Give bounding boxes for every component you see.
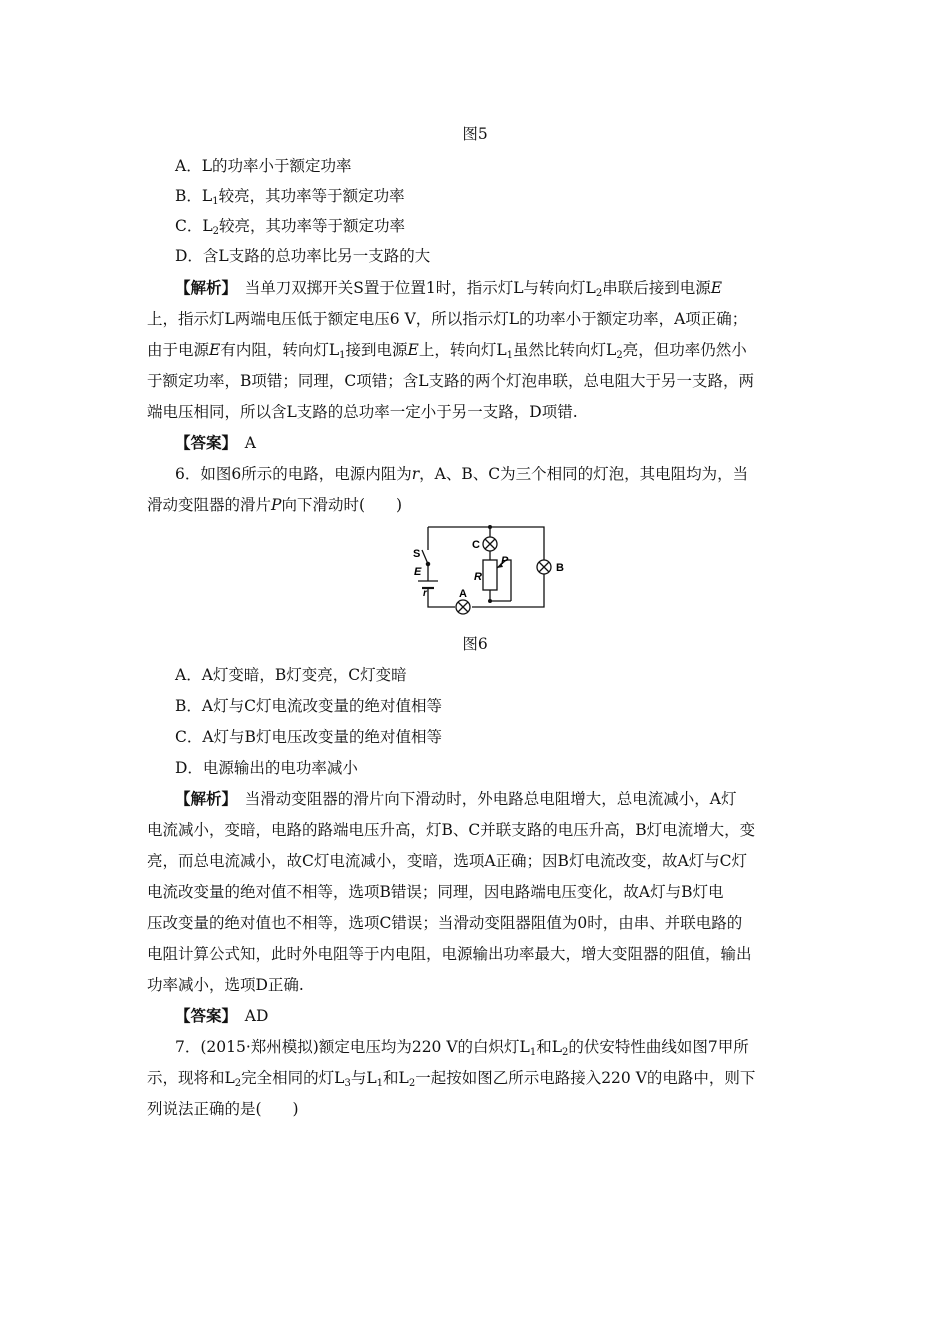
q6-option-d: D．电源输出的电功率减小 xyxy=(175,759,358,777)
q6-analysis-line-7: 功率减小，选项D正确. xyxy=(147,976,304,994)
q7-stem-line-3: 列说法正确的是( ) xyxy=(147,1100,299,1118)
label-r: r xyxy=(423,588,427,599)
q6-option-c: C．A灯与B灯电压改变量的绝对值相等 xyxy=(175,728,442,746)
label-rheostat-r: R xyxy=(474,571,482,583)
q7-stem-line-1: 7．(2015·郑州模拟)额定电压均为220 V的白炽灯$L_1$和$L_2$的伏安特性曲线如图7甲所 xyxy=(175,1038,749,1058)
q6-analysis-line-5: 压改变量的绝对值也不相等，选项C错误；当滑动变阻器阻值为0时，由串、并联电路的 xyxy=(147,914,743,932)
q7-stem-line-2: 示，现将和$L_2$完全相同的灯$L_3$与$L_1$和$L_2$一起按如图乙所示电路接入220 V的电路中，则下 xyxy=(147,1069,756,1089)
q6-analysis-line-4: 电流改变量的绝对值不相等，选项B错误；同理，因电路端电压变化，故A灯与B灯电 xyxy=(147,883,724,901)
q5-analysis-line-1: 【解析】 当单刀双掷开关S置于位置1时，指示灯L与转向灯$L_2$串联后接到电源E xyxy=(175,278,723,299)
label-s: S xyxy=(413,548,421,560)
q5-option-a: A．L的功率小于额定功率 xyxy=(175,157,352,175)
q5-answer xyxy=(175,433,256,453)
q5-analysis-line-4: 于额定功率，B项错；同理，C项错；含L支路的两个灯泡串联，总电阻大于另一支路，两 xyxy=(147,372,755,390)
answer-tag: 【答案】 xyxy=(175,1006,230,1025)
q5-analysis-line-5: 端电压相同，所以含L支路的总功率一定小于另一支路，D项错. xyxy=(147,403,578,421)
switch-blade xyxy=(422,550,428,564)
label-b: B xyxy=(556,562,564,574)
analysis-tag: 【解析】 xyxy=(175,789,230,808)
junction-dot-bottom xyxy=(488,599,492,603)
label-c: C xyxy=(472,539,480,551)
q5-option-c: C．$L_2$较亮，其功率等于额定功率 xyxy=(175,217,406,237)
lamp-c-cross xyxy=(485,539,495,549)
q5-option-b: B．$L_1$较亮，其功率等于额定功率 xyxy=(175,187,405,207)
label-p: P xyxy=(501,555,509,567)
answer-tag: 【答案】 xyxy=(175,433,230,452)
analysis-tag: 【解析】 xyxy=(175,278,230,297)
q5-analysis-line-3: 由于电源E有内阻，转向灯$L_1$接到电源E上，转向灯$L_1$虽然比转向灯$L_2$亮，但功率仍然小 xyxy=(147,341,747,361)
junction-dot-top xyxy=(488,525,492,529)
q6-answer xyxy=(175,1006,268,1026)
q6-analysis-line-3: 亮，而总电流减小，故C灯电流减小，变暗，选项A正确；因B灯电流改变，故A灯与C灯 xyxy=(147,852,747,870)
figure-5-caption: 图5 xyxy=(462,125,488,143)
rheostat-body xyxy=(483,560,497,590)
q6-option-b: B．A灯与C灯电流改变量的绝对值相等 xyxy=(175,697,442,715)
q6-stem-line-2: 滑动变阻器的滑片P向下滑动时( ) xyxy=(147,496,403,514)
label-a: A xyxy=(459,588,467,600)
switch-pivot xyxy=(426,562,429,565)
q5-option-d: D．含L支路的总功率比另一支路的大 xyxy=(175,247,431,265)
answer-value: A xyxy=(244,434,256,452)
q6-analysis-line-6: 电阻计算公式知，此时外电阻等于内电阻，电源输出功率最大，增大变阻器的阻值，输出 xyxy=(147,945,752,963)
circuit-wire-bottom-left xyxy=(428,598,455,607)
figure-6-caption: 图6 xyxy=(462,635,488,653)
q6-analysis-line-2: 电流减小，变暗，电路的路端电压升高，灯B、C并联支路的电压升高，B灯电流增大，变 xyxy=(147,821,756,839)
q6-analysis-line-1: 【解析】 当滑动变阻器的滑片向下滑动时，外电路总电阻增大，总电流减小，A灯 xyxy=(175,789,737,808)
circuit-figure-6 xyxy=(408,520,580,624)
q6-option-a: A．A灯变暗，B灯变亮，C灯变暗 xyxy=(175,666,407,684)
label-e: E xyxy=(414,566,422,578)
q6-stem-line-1: 6．如图6所示的电路，电源内阻为r，A、B、C为三个相同的灯泡，其电阻均为，当 xyxy=(175,465,749,483)
answer-value: AD xyxy=(244,1007,269,1025)
q5-analysis-line-2: 上，指示灯L两端电压低于额定电压6 V，所以指示灯L的功率小于额定功率，A项正确； xyxy=(147,310,748,328)
